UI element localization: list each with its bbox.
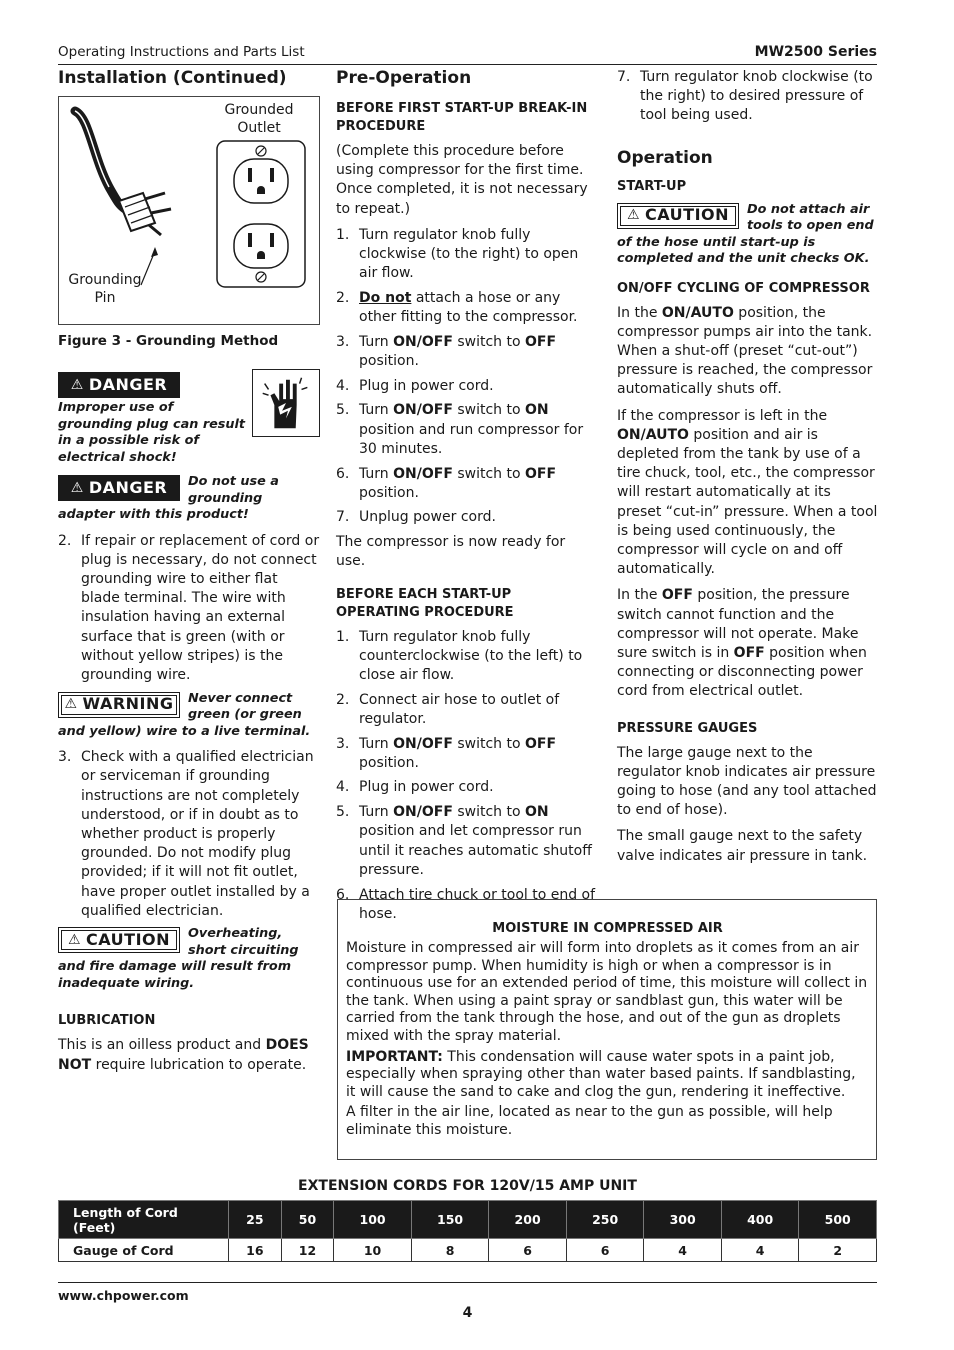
list-item: 3. Turn ON/OFF switch to OFF position.	[336, 333, 557, 370]
list-item: 6. Turn ON/OFF switch to OFF position.	[336, 465, 557, 501]
list-item: 7. Turn regulator knob clockwise (to the right) to desired pressure of tool being used.	[617, 69, 873, 124]
operating-steps-continued	[617, 68, 879, 126]
list-item: 2. If repair or replacement of cord or plug is necessary, do not connect grounding wire to either flat blade terminal. The wire with insulation having an external surface that is green (with or without yellow stripes) is the grounding wire.	[58, 532, 320, 683]
extension-cords-table	[58, 1200, 877, 1262]
label-grounded-outlet: Grounded Outlet	[224, 102, 294, 136]
table-cell: 150	[411, 1201, 489, 1239]
table-cell: 4	[721, 1239, 799, 1262]
moisture-paragraph-3: A filter in the air line, located as near to the gun as possible, will help eliminate this moisture.	[346, 1104, 833, 1138]
page-header	[58, 43, 877, 65]
label-grounding-pin: Grounding Pin	[68, 272, 142, 306]
cycling-paragraph-2: If the compressor is left in the ON/AUTO position and air is depleted from the tank by use of a tire chuck, tool, etc., the compressor will restart automatically at its preset “cut-in” pressure. When a tool is being used continuously, the compressor will cycle on and off automatically.	[617, 407, 878, 578]
danger-badge-1: ⚠ DANGER	[58, 372, 180, 398]
lubrication-title: LUBRICATION	[58, 1013, 156, 1029]
table-header-gauge: Gauge of Cord	[59, 1239, 229, 1262]
warning-badge: ⚠ WARNING	[58, 692, 180, 718]
header-doc-title: Operating Instructions and Parts List	[58, 44, 305, 60]
table-cell: 10	[334, 1239, 412, 1262]
page-footer	[58, 1282, 877, 1321]
table-cell: 2	[799, 1239, 877, 1262]
header-series: MW2500 Series	[754, 44, 877, 60]
moisture-info-box	[337, 899, 877, 1160]
moisture-paragraph-2: IMPORTANT: This condensation will cause water spots in a paint job, especially when spraying other than water based paints. If sandblasting, it will cause the sand to cake and clog the gun, rendering it ineffective.	[346, 1048, 856, 1100]
table-row	[59, 1201, 877, 1239]
figure-caption: Figure 3 - Grounding Method	[58, 333, 279, 349]
cycling-paragraph-3: In the OFF position, the pressure switch cannot function and the compressor will not operate. Make sure switch is in OFF position when connecting or disconnecting power cord from electrical outlet.	[617, 587, 867, 700]
moisture-paragraph-1: Moisture in compressed air will form into droplets as it comes from an air compressor pump. When humidity is high or when a compressor is in continuous use for an extended period of time, this moisture will collect in the tank. When using a paint spray or sandblast gun, this water will be carried from the tank through the hose, and out of the gun as droplets mixed with the spray material.	[346, 940, 868, 1044]
list-item: 3. Turn ON/OFF switch to OFF position.	[336, 735, 557, 771]
table-row	[59, 1239, 877, 1262]
cycling-title: ON/OFF CYCLING OF COMPRESSOR	[617, 280, 870, 296]
list-item: 4. Plug in power cord.	[336, 779, 494, 796]
lubrication-text: This is an oilless product and DOES NOT require lubrication to operate.	[58, 1037, 309, 1073]
caution-notice-startup	[617, 202, 879, 268]
table-cell: 500	[799, 1201, 877, 1239]
caution-badge-startup: ⚠ CAUTION	[617, 203, 739, 229]
operating-steps	[336, 628, 598, 924]
gauges-paragraph-2: The small gauge next to the safety valve indicates air pressure in tank.	[617, 828, 868, 864]
caution-text: Overheating, short circuiting and fire damage will result from inadequate wiring.	[58, 926, 299, 991]
table-cell: 400	[721, 1201, 799, 1239]
list-item: 2. Do not attach a hose or any other fitting to the compressor.	[336, 289, 578, 326]
danger-notice-2	[58, 474, 320, 524]
danger-text-1: Improper use of grounding plug can result in a possible risk of electrical shock!	[58, 400, 246, 465]
section-title-installation: Installation (Continued)	[58, 68, 287, 88]
danger-notice-1	[58, 371, 320, 466]
cycling-paragraph-1: In the ON/AUTO position, the compressor pumps air into the tank. When a shut-off (preset “cut-out”) pressure is reached, the compressor automatically shuts off.	[617, 304, 873, 398]
column-operation	[617, 68, 879, 873]
caution-badge: ⚠ CAUTION	[58, 927, 180, 953]
warning-triangle-icon: ⚠	[70, 376, 84, 393]
table-cell: 25	[229, 1201, 282, 1239]
table-header-length: Length of Cord (Feet)	[59, 1201, 229, 1239]
list-item: 5. Turn ON/OFF switch to ON position and let compressor run until it reaches automatic shutoff pressure.	[336, 804, 592, 878]
list-item: 7. Unplug power cord.	[336, 509, 496, 526]
table-cell: 200	[489, 1201, 567, 1239]
list-item: 4. Plug in power cord.	[336, 377, 494, 394]
list-item: 5. Turn ON/OFF switch to ON position and run compressor for 30 minutes.	[336, 402, 584, 457]
table-cell: 8	[411, 1239, 489, 1262]
list-item: 1. Turn regulator knob fully clockwise (to the right) to open air flow.	[336, 226, 579, 282]
section-title-operation: Operation	[617, 147, 713, 168]
table-cell: 6	[566, 1239, 644, 1262]
caution-notice	[58, 926, 320, 992]
breakin-intro: (Complete this procedure before using compressor for the first time. Once completed, it is not necessary to repeat.)	[336, 143, 588, 217]
table-cell: 100	[334, 1201, 412, 1239]
warning-triangle-icon: ⚠	[70, 479, 84, 496]
list-item: 2. Connect air hose to outlet of regulator.	[336, 691, 560, 727]
electric-shock-hand-icon	[252, 369, 320, 437]
gauges-title: PRESSURE GAUGES	[617, 720, 758, 736]
install-list-3	[58, 748, 320, 921]
list-item: 6. Attach tire chuck or tool to end of hose.	[336, 886, 596, 922]
startup-title: START-UP	[617, 178, 687, 194]
danger-badge-2: ⚠ DANGER	[58, 475, 180, 501]
list-item: 3. Check with a qualified electrician or serviceman if grounding instructions are not completely understood, or if in doubt as to whether product is properly grounded. Do not modify plug provided; if it will not fit outlet, have proper outlet installed by a qualified electrician.	[58, 749, 314, 919]
warning-triangle-icon: ⚠	[67, 932, 82, 949]
table-cell: 50	[281, 1201, 334, 1239]
figure-grounding	[58, 96, 320, 325]
table-cell: 6	[489, 1239, 567, 1262]
breakin-title: BEFORE FIRST START-UP BREAK-IN PROCEDURE	[336, 101, 588, 134]
extension-cords-title: EXTENSION CORDS FOR 120V/15 AMP UNIT	[298, 1178, 637, 1194]
table-cell: 4	[644, 1239, 722, 1262]
table-cell: 12	[281, 1239, 334, 1262]
table-cell: 300	[644, 1201, 722, 1239]
column-installation	[58, 68, 320, 1082]
operating-title: BEFORE EACH START-UP OPERATING PROCEDURE	[336, 586, 514, 620]
warning-notice	[58, 691, 320, 741]
breakin-steps	[336, 226, 598, 528]
ready-text: The compressor is now ready for use.	[336, 534, 566, 570]
danger-text-2: Do not use a grounding adapter with this product!	[58, 474, 279, 522]
table-cell: 16	[229, 1239, 282, 1262]
list-item: 1. Turn regulator knob fully counterclockwise (to the left) to close air flow.	[336, 628, 583, 683]
page-number: 4	[462, 1305, 473, 1321]
caution-text-startup: Do not attach air tools to open end of the hose until start-up is completed and the unit checks OK.	[617, 201, 874, 267]
warning-triangle-icon: ⚠	[64, 696, 78, 713]
warning-text: Never connect green (or green and yellow) wire to a live terminal.	[58, 690, 311, 739]
table-cell: 250	[566, 1201, 644, 1239]
moisture-title: MOISTURE IN COMPRESSED AIR	[492, 921, 723, 936]
gauges-paragraph-1: The large gauge next to the regulator knob indicates air pressure going to hose (and any tool attached to end of hose).	[617, 744, 877, 819]
warning-triangle-icon: ⚠	[626, 207, 641, 224]
install-list-2	[58, 532, 320, 686]
section-title-pre-operation: Pre-Operation	[336, 68, 472, 88]
column-pre-operation	[336, 68, 598, 929]
footer-url[interactable]: www.chpower.com	[58, 1288, 189, 1303]
